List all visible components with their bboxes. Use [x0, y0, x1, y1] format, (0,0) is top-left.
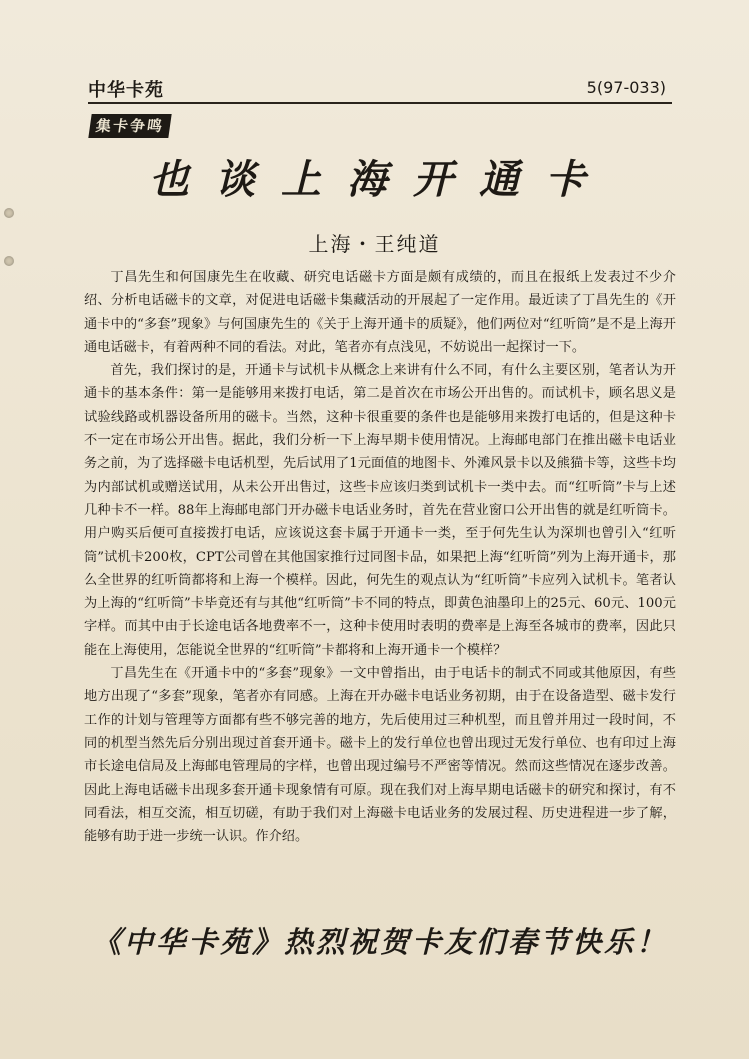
page-header — [88, 74, 672, 104]
paragraph: 首先，我们探讨的是，开通卡与试机卡从概念上来讲有什么不同，有什么主要区别，笔者认为开通卡的基本条件：第一是能够用来拨打电话，第二是首次在市场公开出售的。而试机卡，顾名思义是试验线路或机器设备所用的磁卡。当然，这种卡很重要的条件也是能够用来拨打电话的，但是这种卡不一定在市场公开出售。据此，我们分析一下上海早期卡使用情况。上海邮电部门在推出磁卡电话业务之前，为了选择磁卡电话机型，先后试用了1元面值的地图卡、外滩风景卡以及熊猫卡等，这些卡均为内部试机或赠送试用，从未公开出售过，这些卡应该归类到试机卡一类中去。而“红听筒”卡与上述几种卡不一样。88年上海邮电部门开办磁卡电话业务时，首先在营业窗口公开出售的就是红听筒卡。用户购买后便可直接拨打电话，应该说这套卡属于开通卡一类，至于何先生认为深圳也曾引入“红听筒”试机卡200枚，CPT公司曾在其他国家推行过同图卡品，如果把上海“红听筒”列为上海开通卡，那么全世界的红听筒都将和上海一个模样。因此，何先生的观点认为“红听筒”卡应列入试机卡。笔者认为上海的“红听筒”卡毕竟还有与其他“红听筒”卡不同的特点，即黄色油墨印上的25元、60元、100元字样。而其中由于长途电话各地费率不一，这种卡使用时表明的费率是上海至各城市的费率，因此只能在上海使用，怎能说全世界的“红听筒”卡都将和上海开通卡一个模样？ — [84, 363, 676, 658]
column-tag: 集卡争鸣 — [88, 114, 171, 138]
footer-greeting: 《中华卡苑》热烈祝贺卡友们春节快乐！ — [92, 925, 669, 959]
issue-number: 5(97-033) — [586, 78, 666, 97]
publication-name: 中华卡苑 — [88, 80, 164, 101]
paragraph: 丁昌先生在《开通卡中的“多套”现象》一文中曾指出，由于电话卡的制式不同或其他原因，有些地方出现了“多套”现象，笔者亦有同感。上海在开办磁卡电话业务初期，由于在设备造型、磁卡发行工作的计划与管理等方面都有些不够完善的地方，先后使用过三种机型，而且曾并用过一段时间，不同的机型当然先后分别出现过首套开通卡。磁卡上的发行单位也曾出现过无发行单位、也有印过上海市长途电信局及上海邮电管理局的字样，也曾出现过编号不严密等情况。然而这些情况在逐步改善。因此上海电话磁卡出现多套开通卡现象情有可原。现在我们对上海早期电话磁卡的研究和探讨，有不同看法，相互交流，相互切磋，有助于我们对上海磁卡电话业务的发展过程、历史进程进一步了解，能够有助于进一步统一认识。作介绍。 — [84, 666, 676, 845]
paragraph: 丁昌先生和何国康先生在收藏、研究电话磁卡方面是颇有成绩的，而且在报纸上发表过不少介绍、分析电话磁卡的文章，对促进电话磁卡集藏活动的开展起了一定作用。最近读了丁昌先生的《开通卡中的“多套”现象》与何国康先生的《关于上海开通卡的质疑》，他们两位对“红听筒”是不是上海开通电话磁卡，有着两种不同的看法。对此，笔者亦有点浅见，不妨说出一起探讨一下。 — [84, 270, 676, 355]
binding-hole — [4, 208, 14, 218]
article-byline: 上海・王纯道 — [308, 232, 441, 256]
article-title: 也谈上海开通卡 — [149, 156, 611, 203]
binding-hole — [4, 256, 14, 266]
article-body — [84, 266, 676, 848]
